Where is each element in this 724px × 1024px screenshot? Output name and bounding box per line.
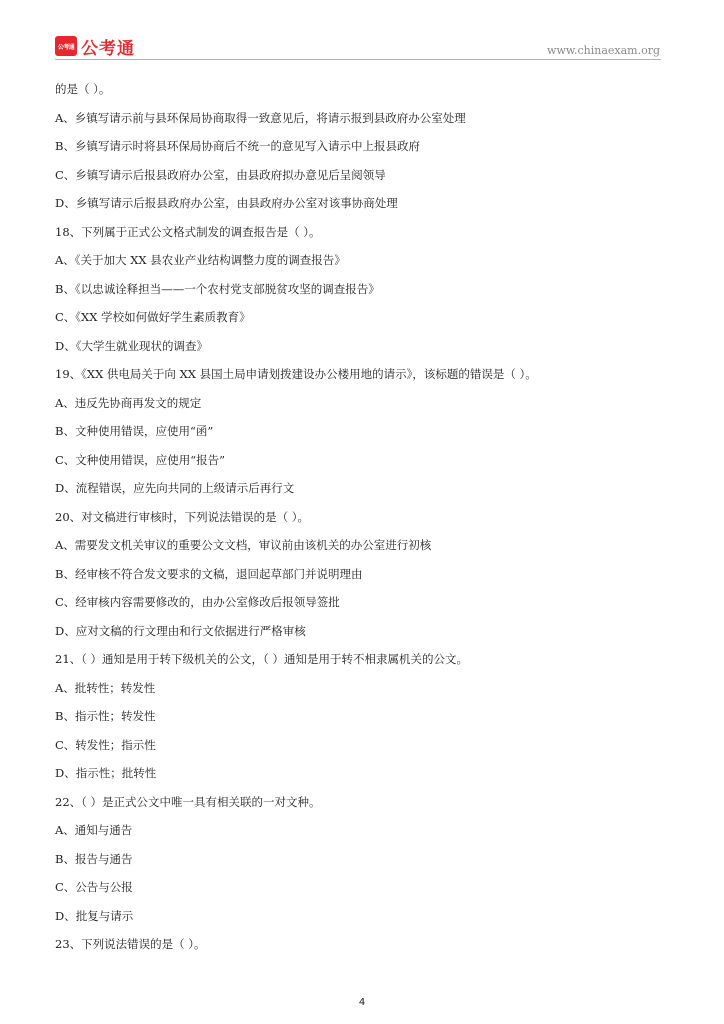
option-line: A、批转性；转发性 [55,680,156,695]
question-continuation: 的是（ ）。 [55,82,111,96]
question-line: 22、（ ）是正式公文中唯一具有相关联的一对文种。 [55,794,321,809]
option-line: D、指示性；批转性 [55,766,157,780]
option-line: A、需要发文机关审议的重要公文文档，审议前由该机关的办公室进行初核 [55,538,432,552]
logo-mark-icon: 公考通 [55,36,77,56]
option-line: D、流程错误，应先向共同的上级请示后再行文 [55,481,295,495]
page-number: 4 [358,997,366,1008]
option-line: A、乡镇写请示前与县环保局协商取得一致意见后，将请示报到县政府办公室处理 [55,110,466,125]
option-line: B、指示性；转发性 [55,709,156,723]
option-line: A、通知与通告 [55,823,133,837]
option-line: D、乡镇写请示后报县政府办公室，由县政府办公室对该事协商处理 [55,196,398,210]
option-line: B、《以忠诚诠释担当——一个农村党支部脱贫攻坚的调查报告》 [55,281,380,296]
question-line: 21、（ ）通知是用于转下级机关的公文，（ ）通知是用于转不相隶属机关的公文。 [55,652,468,666]
header-divider [55,59,661,60]
option-line: A、《关于加大 XX 县农业产业结构调整力度的调查报告》 [55,253,346,267]
question-line: 23、下列说法错误的是（ ）。 [55,937,206,951]
option-line: C、转发性；指示性 [55,737,156,752]
option-line: D、应对文稿的行文理由和行文依据进行严格审核 [55,623,306,638]
option-line: B、文种使用错误，应使用“函” [55,424,214,438]
site-url[interactable]: www.chinaexam.org [547,44,660,57]
question-line: 18、下列属于正式公文格式制发的调查报告是（ ）。 [55,224,321,239]
option-line: B、乡镇写请示时将县环保局协商后不统一的意见写入请示中上报县政府 [55,139,420,153]
option-line: C、公告与公报 [55,880,133,894]
page-header [0,0,724,60]
logo-text: 公考通 [81,38,135,59]
brand-logo[interactable] [55,35,135,57]
question-line: 20、对文稿进行审核时，下列说法错误的是（ ）。 [55,509,310,524]
document-body [55,79,665,963]
option-line: B、经审核不符合发文要求的文稿，退回起草部门并说明理由 [55,566,363,581]
option-line: C、乡镇写请示后报县政府办公室，由县政府拟办意见后呈阅领导 [55,167,386,182]
option-line: C、文种使用错误，应使用“报告” [55,452,226,467]
option-line: B、报告与通告 [55,851,133,866]
option-line: A、违反先协商再发文的规定 [55,395,202,410]
option-line: C、《XX 学校如何做好学生素质教育》 [55,310,251,324]
option-line: C、经审核内容需要修改的，由办公室修改后报领导签批 [55,595,340,609]
option-line: D、《大学生就业现状的调查》 [55,338,208,353]
option-line: D、批复与请示 [55,908,134,923]
question-line: 19、《XX 供电局关于向 XX 县国土局申请划拨建设办公楼用地的请示》，该标题的错误是（ ）。 [55,367,537,381]
